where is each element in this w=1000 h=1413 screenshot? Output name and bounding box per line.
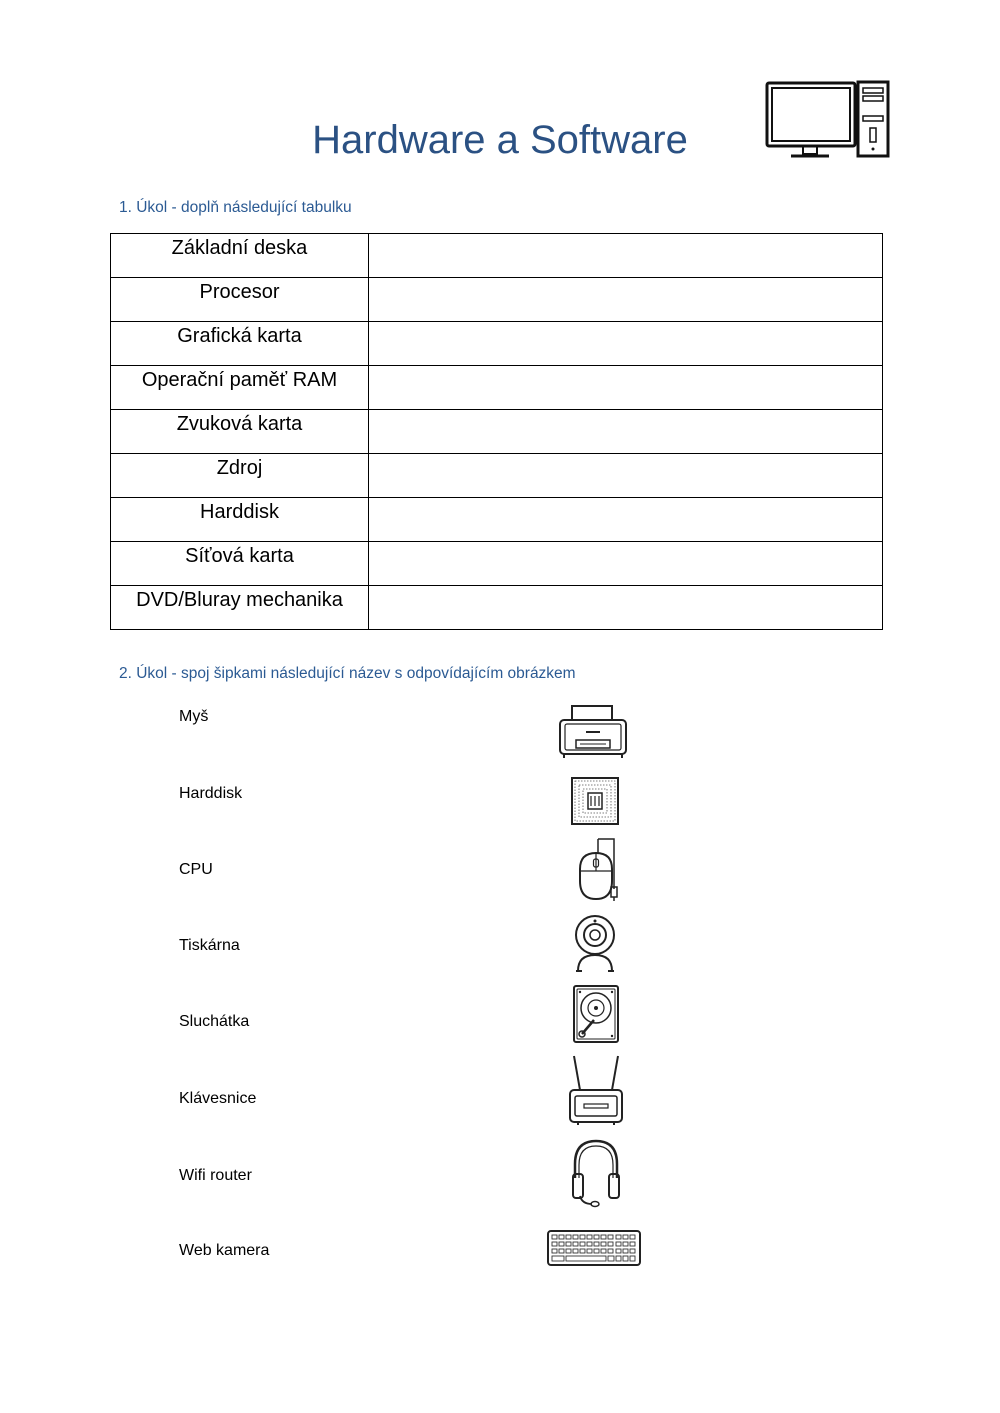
answer-cell[interactable]: [369, 366, 883, 410]
mouse-icon[interactable]: [574, 837, 622, 903]
answer-cell[interactable]: [369, 542, 883, 586]
keyboard-icon[interactable]: [546, 1229, 642, 1267]
table-cell-label: Zvuková karta: [111, 410, 369, 454]
match-name[interactable]: Tiskárna: [179, 937, 240, 954]
printer-icon[interactable]: [556, 704, 630, 760]
table-row: [111, 498, 883, 542]
table-cell-label: Harddisk: [111, 498, 369, 542]
wifi-router-icon[interactable]: [566, 1054, 626, 1126]
task1-heading: 1. Úkol - doplň následující tabulku: [119, 199, 352, 216]
answer-cell[interactable]: [369, 586, 883, 630]
desktop-computer-icon: [765, 80, 891, 160]
table-cell-label: Zdroj: [111, 454, 369, 498]
match-name[interactable]: Harddisk: [179, 785, 243, 802]
table-row: [111, 278, 883, 322]
table-row: [111, 234, 883, 278]
table-cell-label: DVD/Bluray mechanika: [111, 586, 369, 630]
match-name[interactable]: Web kamera: [179, 1242, 270, 1259]
answer-cell[interactable]: [369, 278, 883, 322]
headphones-icon[interactable]: [570, 1138, 622, 1208]
match-name[interactable]: CPU: [179, 861, 213, 878]
table-cell-label: Základní deska: [111, 234, 369, 278]
table-row: [111, 410, 883, 454]
hardware-table: [110, 233, 883, 630]
answer-cell[interactable]: [369, 454, 883, 498]
table-cell-label: Síťová karta: [111, 542, 369, 586]
table-cell-label: Procesor: [111, 278, 369, 322]
table-cell-label: Grafická karta: [111, 322, 369, 366]
table-row: [111, 454, 883, 498]
hard-drive-icon[interactable]: [572, 984, 620, 1044]
table-row: [111, 322, 883, 366]
answer-cell[interactable]: [369, 322, 883, 366]
table-row: [111, 542, 883, 586]
webcam-icon[interactable]: [572, 913, 618, 973]
match-name[interactable]: Myš: [179, 708, 209, 725]
table-cell-label: Operační paměť RAM: [111, 366, 369, 410]
match-name[interactable]: Sluchátka: [179, 1013, 250, 1030]
match-name[interactable]: Klávesnice: [179, 1090, 257, 1107]
page-title: Hardware a Software: [312, 118, 688, 162]
table-row: [111, 366, 883, 410]
table-row: [111, 586, 883, 630]
task2-heading: 2. Úkol - spoj šipkami následující název s odpovídajícím obrázkem: [119, 665, 576, 682]
match-name[interactable]: Wifi router: [179, 1167, 252, 1184]
answer-cell[interactable]: [369, 234, 883, 278]
answer-cell[interactable]: [369, 410, 883, 454]
cpu-chip-icon[interactable]: [570, 776, 620, 826]
answer-cell[interactable]: [369, 498, 883, 542]
